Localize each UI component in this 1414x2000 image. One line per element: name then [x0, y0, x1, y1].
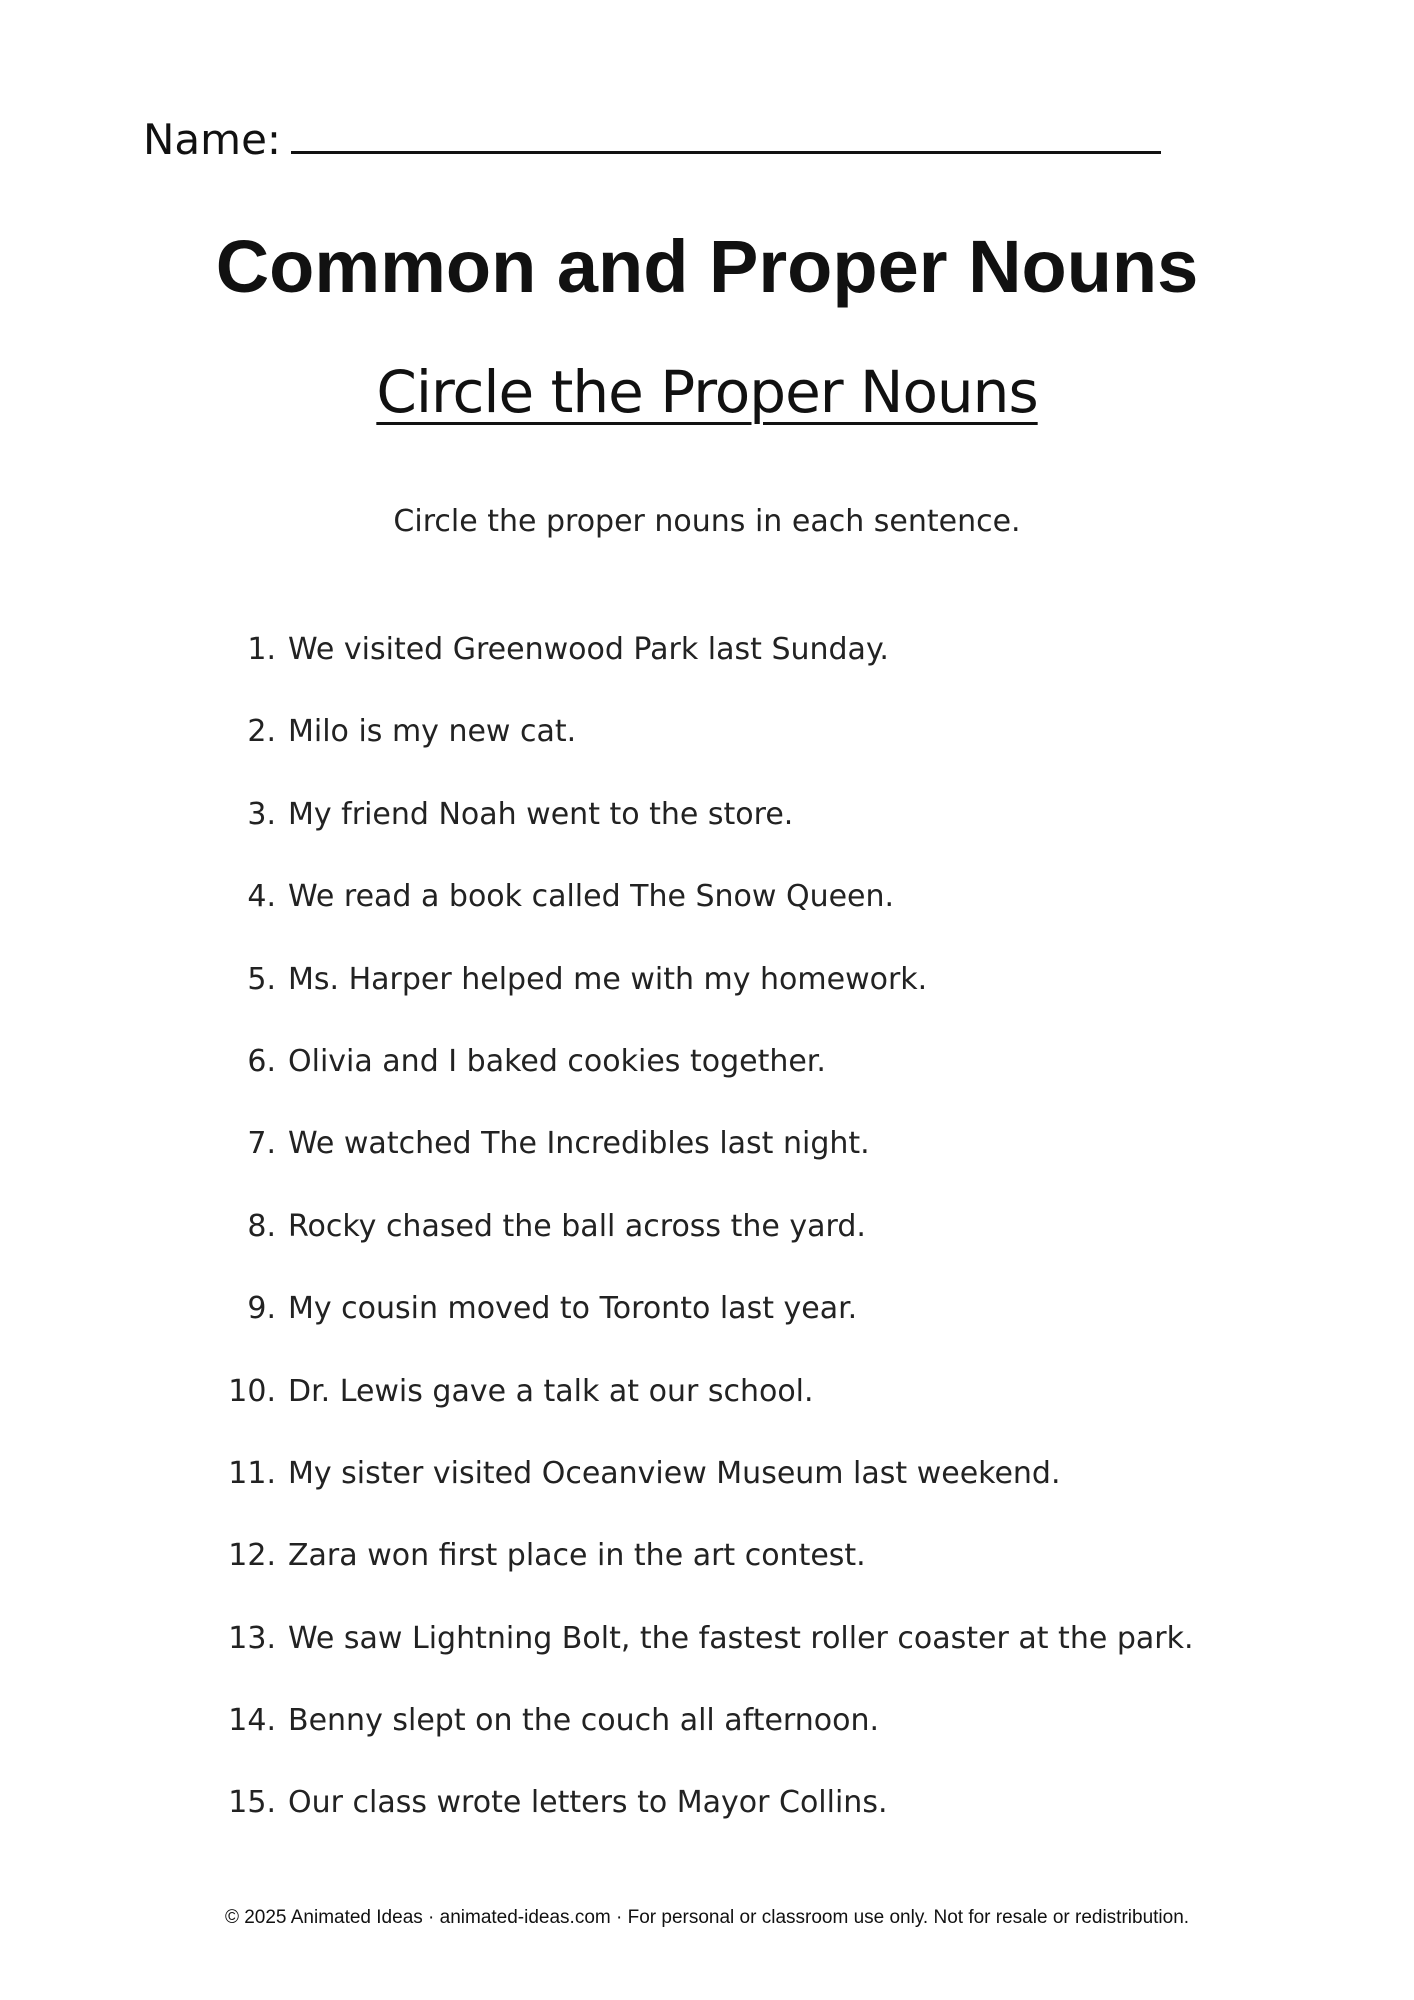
- item-number: 10.: [228, 1373, 276, 1409]
- item-sentence: My friend Noah went to the store.: [288, 796, 794, 832]
- copyright-footer: © 2025 Animated Ideas · animated-ideas.com · For personal or classroom use only. Not for resale or redistribution.: [224, 1907, 1190, 1928]
- list-item: [220, 1370, 1194, 1452]
- item-number: 7.: [247, 1126, 276, 1162]
- item-sentence: Rocky chased the ball across the yard.: [288, 1208, 866, 1244]
- item-sentence: Olivia and I baked cookies together.: [288, 1043, 826, 1079]
- item-number: 8.: [247, 1208, 276, 1244]
- item-sentence: We saw Lightning Bolt, the fastest roller coaster at the park.: [288, 1620, 1194, 1656]
- page-subtitle: [0, 352, 1414, 432]
- list-item: [220, 793, 1194, 875]
- item-sentence: Dr. Lewis gave a talk at our school.: [288, 1373, 814, 1409]
- list-item: [220, 1205, 1194, 1287]
- list-item: [220, 628, 1194, 710]
- item-number: 6.: [247, 1043, 276, 1079]
- list-item: [220, 1287, 1194, 1369]
- name-label: Name:: [143, 115, 282, 164]
- item-number: 15.: [228, 1785, 276, 1821]
- item-number: 5.: [247, 961, 276, 997]
- item-sentence: We visited Greenwood Park last Sunday.: [288, 632, 889, 667]
- list-item: [220, 1452, 1194, 1534]
- item-number: 4.: [247, 879, 276, 915]
- item-sentence: We watched The Incredibles last night.: [288, 1126, 870, 1162]
- list-item: [220, 1699, 1194, 1781]
- subtitle-text: Circle the Proper Nouns: [376, 358, 1038, 426]
- list-item: [220, 1534, 1194, 1616]
- item-sentence: My sister visited Oceanview Museum last weekend.: [288, 1455, 1061, 1491]
- item-number: 12.: [228, 1538, 276, 1574]
- item-number: 9.: [247, 1291, 276, 1327]
- instructions-text: Circle the proper nouns in each sentence.: [393, 504, 1021, 539]
- item-sentence: Our class wrote letters to Mayor Collins.: [288, 1785, 888, 1821]
- item-sentence: Ms. Harper helped me with my homework.: [288, 961, 928, 997]
- sentence-list: [220, 628, 1194, 1864]
- name-blank-line[interactable]: [291, 111, 1161, 154]
- item-number: 11.: [228, 1455, 276, 1491]
- list-item: [220, 1781, 1194, 1863]
- item-sentence: My cousin moved to Toronto last year.: [288, 1291, 858, 1327]
- item-number: 14.: [228, 1703, 276, 1739]
- list-item: [220, 875, 1194, 957]
- list-item: [220, 1040, 1194, 1122]
- item-number: 1.: [247, 632, 276, 667]
- item-sentence: Zara won first place in the art contest.: [288, 1538, 866, 1574]
- item-sentence: Benny slept on the couch all afternoon.: [288, 1703, 880, 1739]
- item-sentence: Milo is my new cat.: [288, 714, 577, 750]
- item-number: 3.: [247, 796, 276, 832]
- list-item: [220, 958, 1194, 1040]
- name-field[interactable]: [143, 110, 1161, 170]
- item-number: 2.: [247, 714, 276, 750]
- page-title: Common and Proper Nouns: [215, 225, 1199, 308]
- list-item: [220, 710, 1194, 792]
- list-item: [220, 1122, 1194, 1204]
- item-number: 13.: [228, 1620, 276, 1656]
- list-item: [220, 1617, 1194, 1699]
- item-sentence: We read a book called The Snow Queen.: [288, 879, 895, 915]
